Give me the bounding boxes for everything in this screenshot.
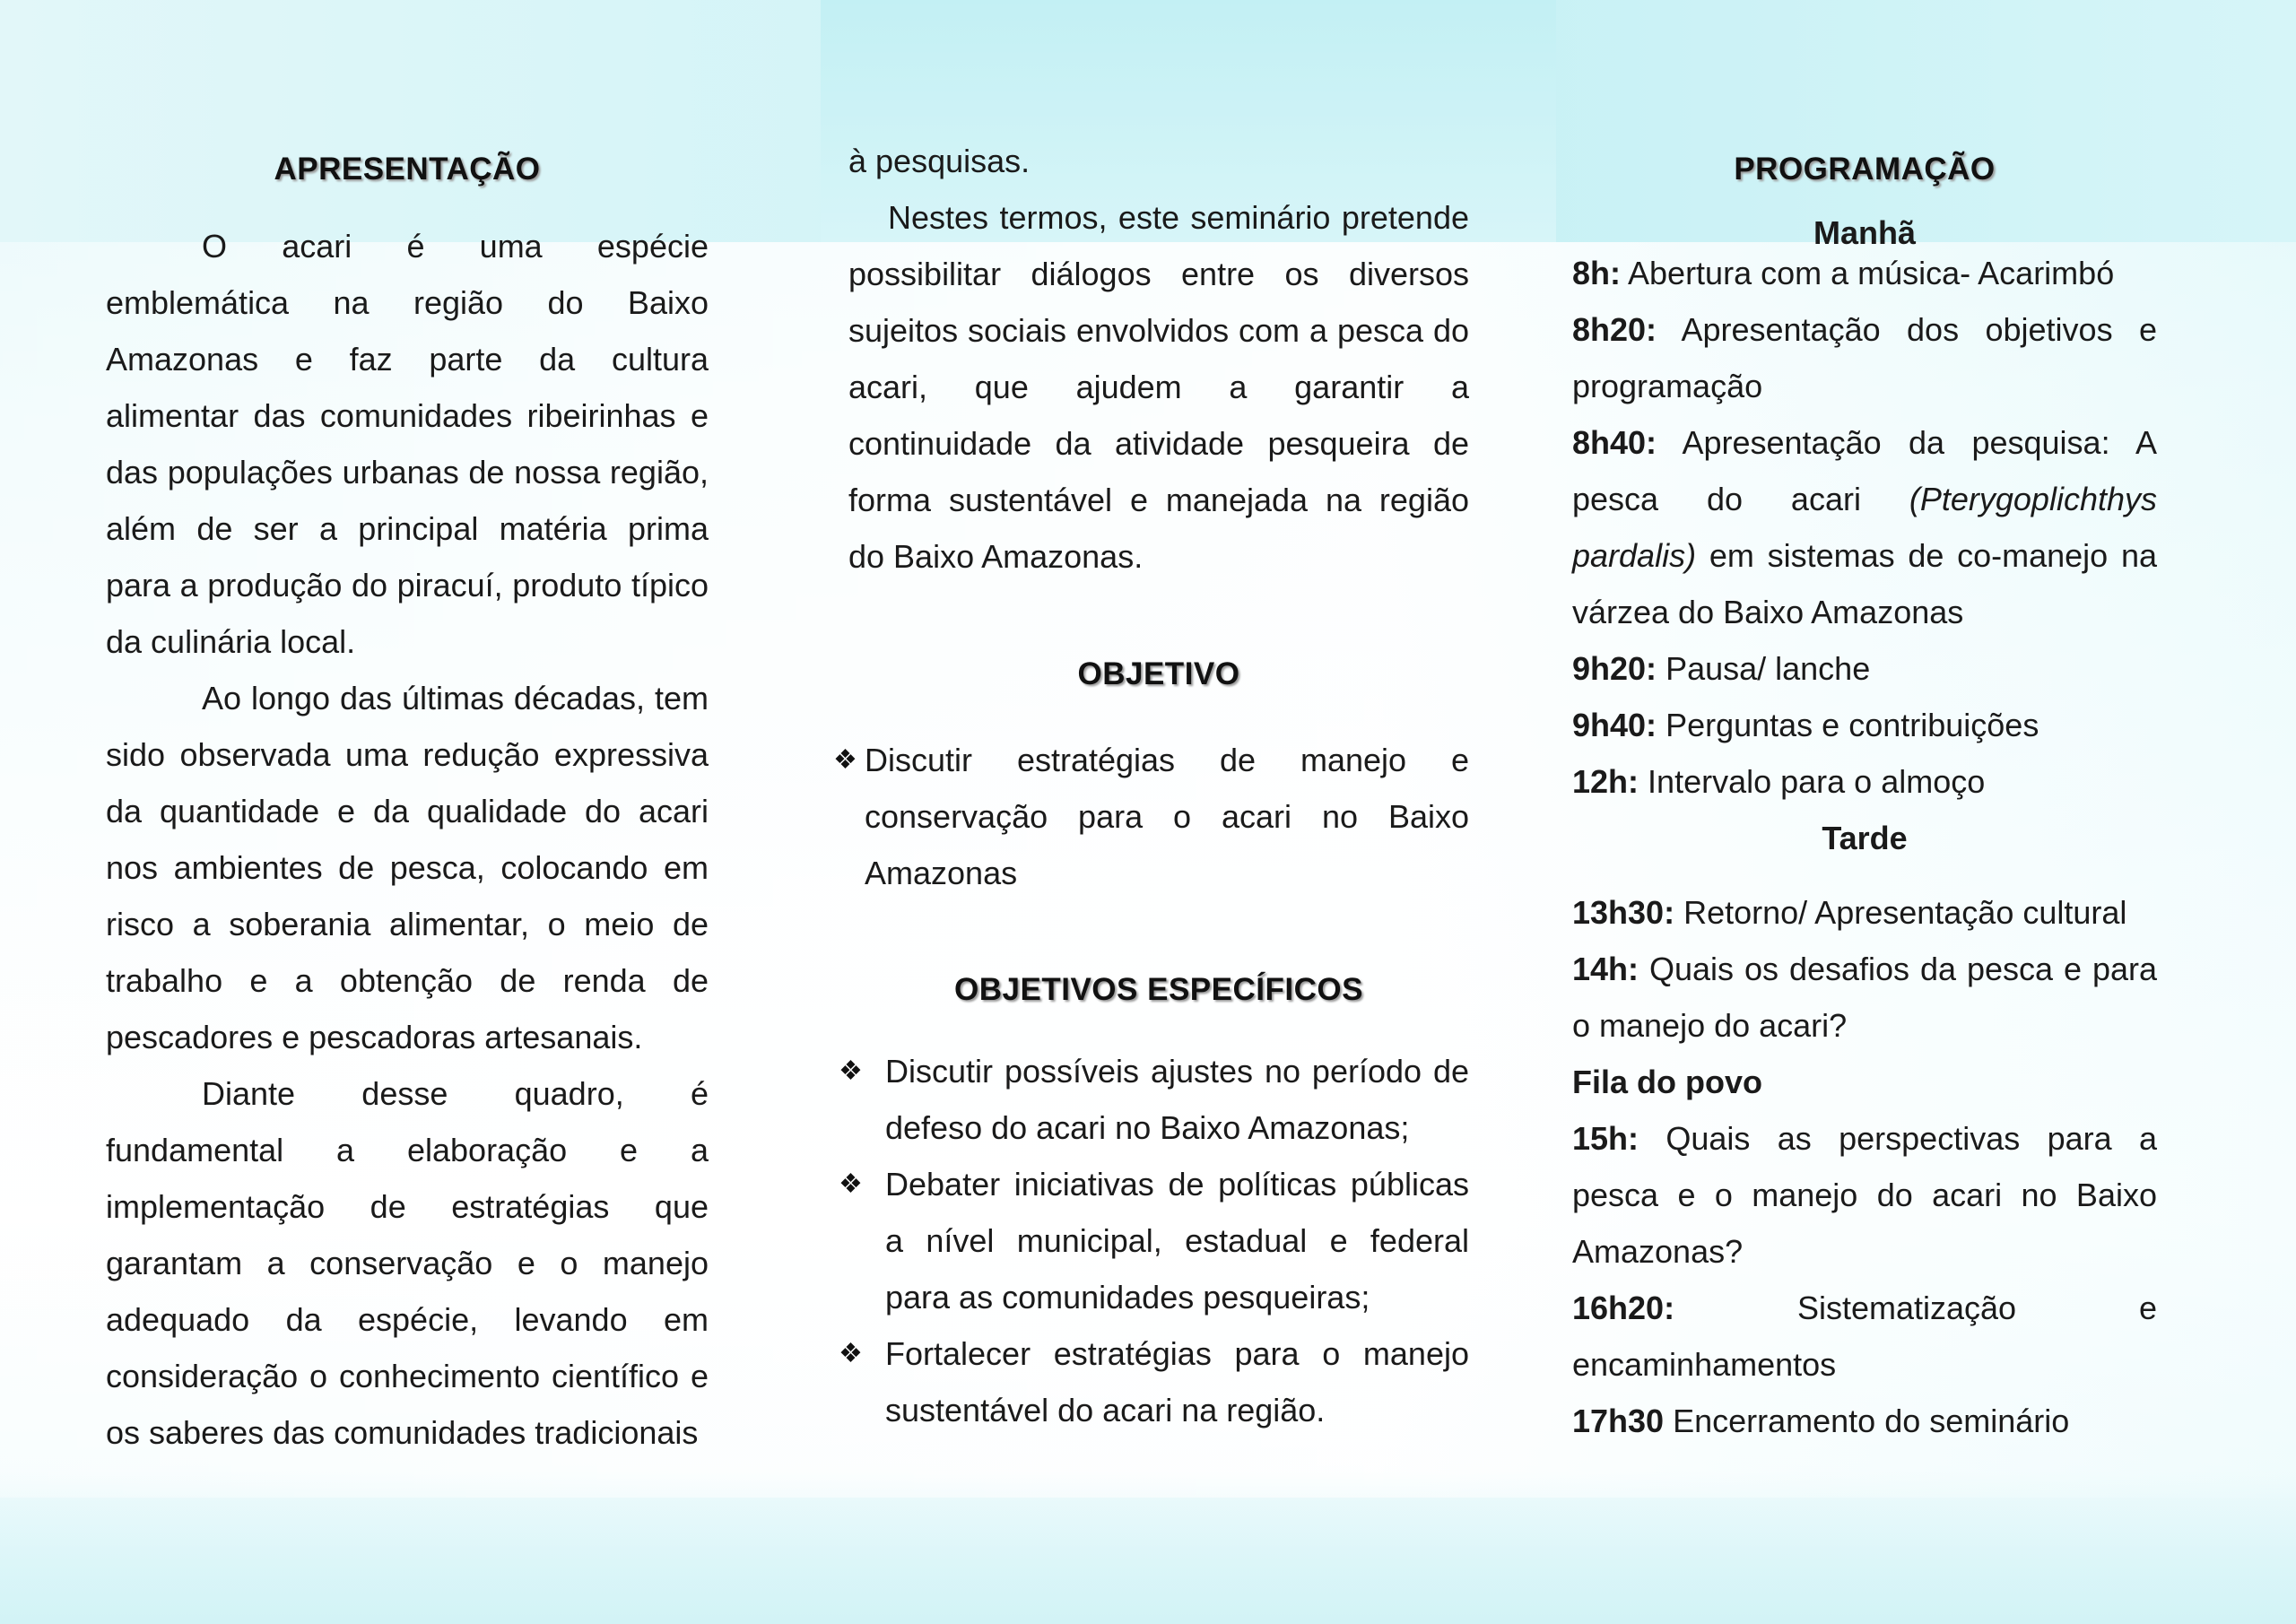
schedule-text: Abertura com a música- Acarimbó — [1628, 255, 2115, 291]
schedule-item — [1572, 1110, 2157, 1280]
schedule-item — [1572, 245, 2157, 301]
schedule-item — [1572, 941, 2157, 1054]
schedule-item — [1572, 753, 2157, 810]
schedule-time: 8h40: — [1572, 424, 1657, 461]
schedule-text: Perguntas e contribuições — [1665, 707, 2039, 743]
schedule-text: Apresentação dos objetivos e programação — [1572, 311, 2157, 404]
apresentacao-paragraph-2: Ao longo das últimas décadas, tem sido observada uma redução expressiva da quantidade e da qualidade do acari nos ambientes de pesca, colocando em risco a soberania alimentar, o meio de trabalho e a obtenção de renda de pescadores e pescadoras artesanais. — [106, 680, 709, 1055]
continuacao-line-start: à pesquisas. — [848, 143, 1031, 179]
objetivo-item-text: Discutir estratégias de manejo e conservação para o acari no Baixo Amazonas — [865, 742, 1469, 891]
schedule-item — [1572, 1393, 2157, 1449]
schedule-item — [1572, 697, 2157, 753]
schedule-time: 9h20: — [1572, 650, 1657, 687]
objetivo-especifico-item — [839, 1043, 1469, 1156]
schedule-text: Sistematização e encaminhamentos — [1572, 1290, 2157, 1383]
schedule-time: 12h: — [1572, 763, 1639, 800]
schedule-item — [1572, 301, 2157, 414]
objetivo-item — [833, 732, 1469, 901]
objetivo-especifico-item-text: Debater iniciativas de políticas públicas a nível municipal, estadual e federal para as comunidades pesqueiras; — [885, 1166, 1469, 1316]
schedule-time: 17h30 — [1572, 1403, 1665, 1439]
schedule-text: Apresentação da pesquisa: A pesca do acari — [1572, 424, 2157, 517]
background-bottom-tint — [0, 1471, 2296, 1624]
schedule-item — [1572, 640, 2157, 697]
schedule-time: 9h40: — [1572, 707, 1657, 743]
schedule-time: 8h20: — [1572, 311, 1657, 348]
tarde-label: Tarde — [1822, 820, 1908, 856]
objetivo-especifico-item — [839, 1325, 1469, 1438]
schedule-time: 15h: — [1572, 1120, 1639, 1157]
schedule-text: Quais os desafios da pesca e para o manejo do acari? — [1572, 951, 2157, 1044]
diamond-bullet-icon: ❖ — [839, 1339, 863, 1368]
schedule-item — [1572, 1280, 2157, 1393]
objetivo-especifico-item-text: Discutir possíveis ajustes no período de defeso do acari no Baixo Amazonas; — [885, 1053, 1469, 1146]
schedule-time: 8h: — [1572, 255, 1621, 291]
diamond-bullet-icon: ❖ — [833, 745, 857, 775]
objetivo-especifico-item-text: Fortalecer estratégias para o manejo sustentável do acari na região. — [885, 1335, 1469, 1429]
schedule-time: Fila do povo — [1572, 1064, 1762, 1100]
schedule-time: 16h20: — [1572, 1290, 1675, 1326]
schedule-text: Retorno/ Apresentação cultural — [1683, 894, 2127, 931]
objetivo-especifico-item — [839, 1156, 1469, 1325]
schedule-text: Pausa/ lanche — [1665, 650, 1871, 687]
schedule-item — [1572, 414, 2157, 640]
continuacao-paragraph: Nestes termos, este seminário pretende possibilitar diálogos entre os diversos sujeitos sociais envolvidos com a pesca do acari, que ajudem a garantir a continuidade da atividade pesqueira de forma sustentável e manejada na região do Baixo Amazonas. — [848, 199, 1469, 575]
diamond-bullet-icon: ❖ — [839, 1056, 863, 1086]
diamond-bullet-icon: ❖ — [839, 1169, 863, 1199]
manha-label: Manhã — [1813, 214, 1916, 251]
schedule-item — [1572, 1054, 2157, 1110]
schedule-species-name: (Pterygoplichthys pardalis) — [1572, 481, 2157, 574]
objetivo-title: OBJETIVO — [1077, 656, 1240, 691]
programacao-title: PROGRAMAÇÃO — [1734, 152, 1996, 187]
schedule-text: Quais as perspectivas para a pesca e o manejo do acari no Baixo Amazonas? — [1572, 1120, 2157, 1270]
schedule-text: Encerramento do seminário — [1673, 1403, 2070, 1439]
apresentacao-paragraph-3: Diante desse quadro, é fundamental a elaboração e a implementação de estratégias que garantam a conservação e o manejo adequado da espécie, levando em consideração o conhecimento científico e os saberes das comunidades tradicionais — [106, 1075, 709, 1451]
schedule-item — [1572, 884, 2157, 941]
apresentacao-paragraph-1: O acari é uma espécie emblemática na região do Baixo Amazonas e faz parte da cultura alimentar das comunidades ribeirinhas e das populações urbanas de nossa região, além de ser a principal matéria prima para a produção do piracuí, produto típico da culinária local. — [106, 228, 709, 660]
schedule-text: Intervalo para o almoço — [1648, 763, 1986, 800]
objetivos-especificos-title: OBJETIVOS ESPECÍFICOS — [954, 972, 1363, 1007]
schedule-text-after: em sistemas de co-manejo na várzea do Baixo Amazonas — [1572, 537, 2157, 630]
schedule-time: 14h: — [1572, 951, 1639, 987]
apresentacao-title: APRESENTAÇÃO — [274, 152, 541, 187]
schedule-time: 13h30: — [1572, 894, 1675, 931]
